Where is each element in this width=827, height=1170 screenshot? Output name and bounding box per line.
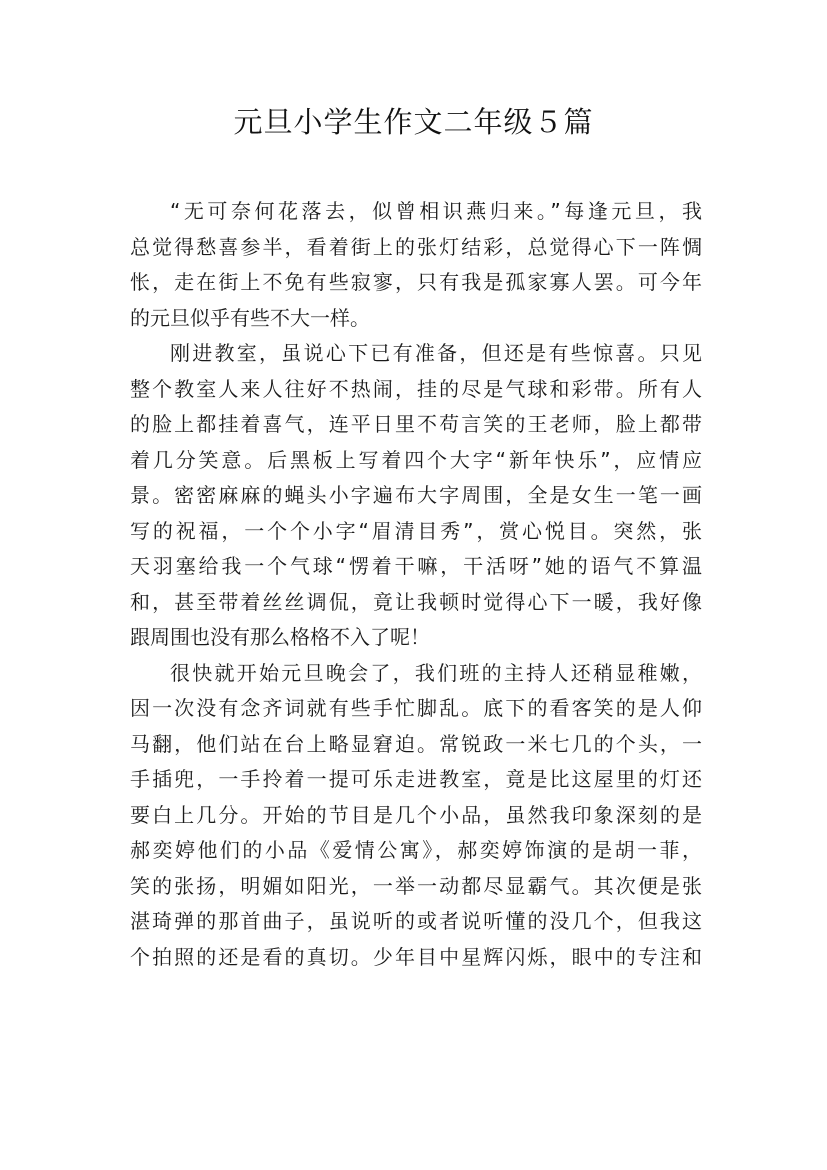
page-title: 元旦小学生作文二年级５篇 <box>233 105 594 139</box>
text-line: 马翻，他们站在台上略显窘迫。常锐政一米七几的个头，一 <box>130 731 702 756</box>
text-line: “无可奈何花落去，似曾相识燕归来。”每逢元旦，我 <box>170 199 702 223</box>
text-line: 天羽塞给我一个气球“愣着干嘛，干活呀”她的语气不算温 <box>130 554 702 578</box>
text-line: 整个教室人来人往好不热闹，挂的尽是气球和彩带。所有人 <box>130 376 702 401</box>
text-line: 和，甚至带着丝丝调侃，竟让我顿时觉得心下一暖，我好像 <box>130 589 702 614</box>
text-line: 个拍照的还是看的真切。少年目中星辉闪烁，眼中的专注和 <box>130 944 702 969</box>
text-line: 着几分笑意。后黑板上写着四个大字“新年快乐”，应情应 <box>130 447 702 472</box>
essay-body <box>130 194 702 975</box>
text-line: 湛琦弹的那首曲子，虽说听的或者说听懂的没几个，但我这 <box>130 909 702 933</box>
text-line: 刚进教室，虽说心下已有准备，但还是有些惊喜。只见 <box>170 341 702 365</box>
text-line: 跟周围也没有那么格格不入了呢！ <box>130 625 430 649</box>
text-line: 很快就开始元旦晚会了，我们班的主持人还稍显稚嫩， <box>170 660 702 685</box>
text-line: 手插兜，一手拎着一提可乐走进教室，竟是比这屋里的灯还 <box>130 767 702 791</box>
text-line: 要白上几分。开始的节目是几个小品，虽然我印象深刻的是 <box>130 802 702 827</box>
text-line: 的脸上都挂着喜气，连平日里不苟言笑的王老师，脸上都带 <box>130 412 702 436</box>
text-line: 因一次没有念齐词就有些手忙脚乱。底下的看客笑的是人仰 <box>130 696 702 720</box>
text-line: 景。密密麻麻的蝇头小字遍布大字周围，全是女生一笔一画 <box>130 483 702 507</box>
text-line: 郝奕婷他们的小品《爱情公寓》，郝奕婷饰演的是胡一菲， <box>130 838 702 862</box>
text-line: 写的祝福，一个个小字“眉清目秀”，赏心悦目。突然，张 <box>130 518 702 543</box>
text-line: 笑的张扬，明媚如阳光，一举一动都尽显霸气。其次便是张 <box>130 873 702 898</box>
text-line: 怅，走在街上不免有些寂寥，只有我是孤家寡人罢。可今年 <box>130 270 702 294</box>
text-line: 的元旦似乎有些不大一样。 <box>130 305 370 330</box>
text-line: 总觉得愁喜参半，看着街上的张灯结彩，总觉得心下一阵惆 <box>130 234 702 259</box>
